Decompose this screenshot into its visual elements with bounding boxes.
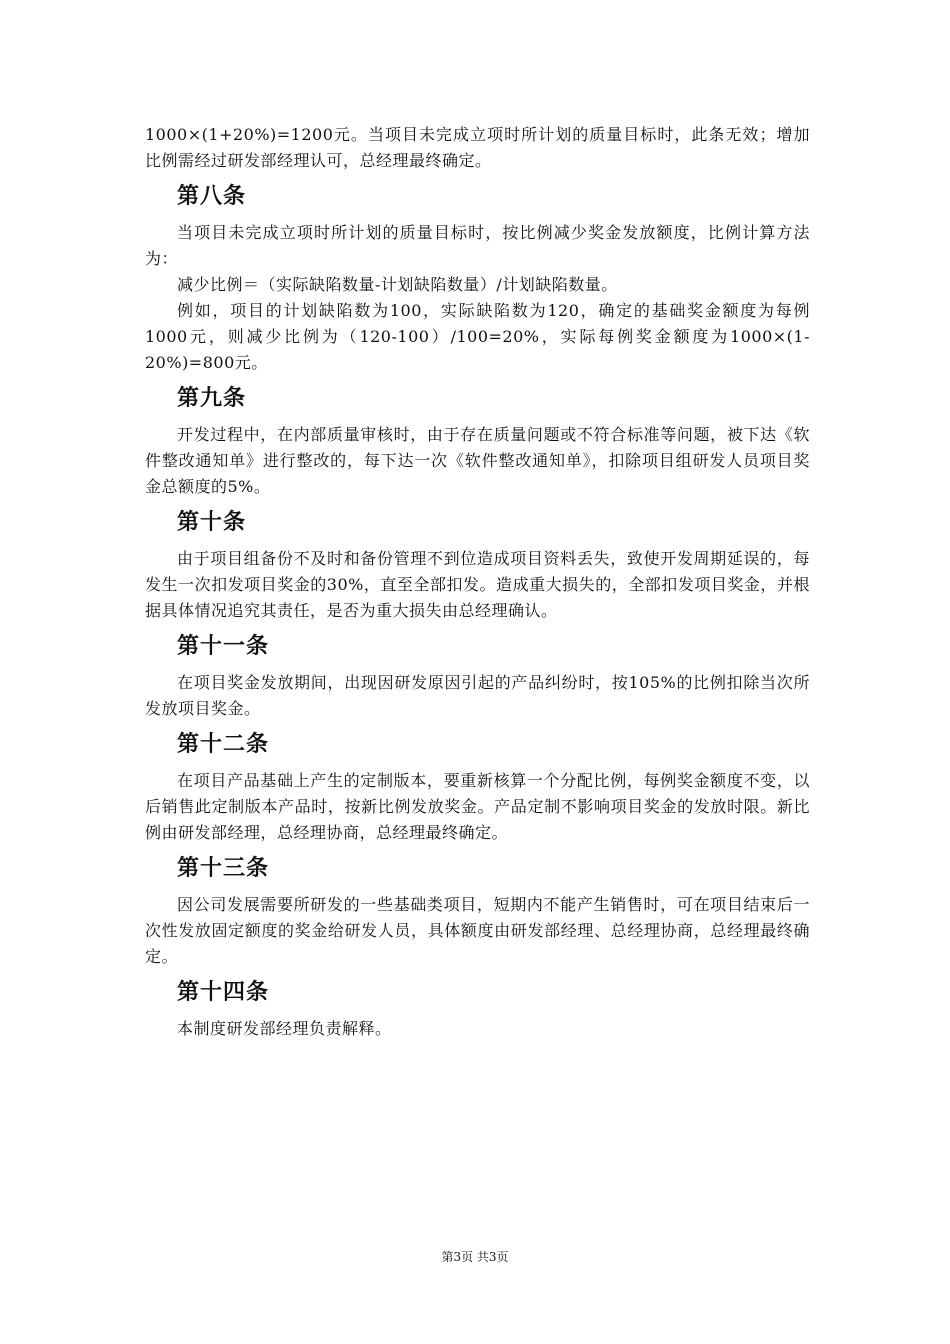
section-article-11: [145, 632, 810, 722]
section-paragraph: 在项目产品基础上产生的定制版本，要重新核算一个分配比例，每例奖金额度不变，以后销售此定制版本产品时，按新比例发放奖金。产品定制不影响项目奖金的发放时限。新比例由研发部经理，总经理协商，总经理最终确定。: [145, 771, 810, 842]
section-article-8: [145, 182, 810, 376]
intro-paragraph: 1000×(1+20%)=1200元。当项目未完成立项时所计划的质量目标时，此条无效；增加比例需经过研发部经理认可，总经理最终确定。: [145, 125, 810, 170]
section-article-10: [145, 508, 810, 624]
section-paragraph: 开发过程中，在内部质量审核时，由于存在质量问题或不符合标准等问题，被下达《软件整改通知单》进行整改的，每下达一次《软件整改通知单》，扣除项目组研发人员项目奖金总额度的5%。: [145, 425, 810, 496]
section-paragraph: 在项目奖金发放期间，出现因研发原因引起的产品纠纷时，按105%的比例扣除当次所发放项目奖金。: [145, 673, 810, 718]
section-paragraph: 例如，项目的计划缺陷数为100，实际缺陷数为120，确定的基础奖金额度为每例1000元，则减少比例为（120-100）/100=20%，实际每例奖金额度为1000×(1-20%)=800元。: [145, 301, 810, 372]
section-heading: 第十二条: [177, 732, 270, 757]
section-heading: 第八条: [177, 184, 247, 209]
document-body: [145, 122, 810, 1042]
section-paragraph: 当项目未完成立项时所计划的质量目标时，按比例减少奖金发放额度，比例计算方法为：: [145, 223, 810, 268]
section-heading: 第十一条: [177, 634, 270, 659]
section-article-12: [145, 730, 810, 846]
section-article-9: [145, 384, 810, 500]
section-paragraph: 本制度研发部经理负责解释。: [177, 1019, 392, 1038]
section-article-13: [145, 854, 810, 970]
section-article-14: [145, 978, 810, 1042]
section-heading: 第十三条: [177, 856, 270, 881]
section-heading: 第九条: [177, 386, 247, 411]
section-paragraph: 减少比例＝（实际缺陷数量-计划缺陷数量）/计划缺陷数量。: [177, 275, 618, 294]
page-number-footer: 第3页 共3页: [441, 1250, 509, 1264]
section-heading: 第十条: [177, 510, 247, 535]
section-heading: 第十四条: [177, 980, 270, 1005]
section-paragraph: 由于项目组备份不及时和备份管理不到位造成项目资料丢失，致使开发周期延误的，每发生一次扣发项目奖金的30%，直至全部扣发。造成重大损失的，全部扣发项目奖金，并根据具体情况追究其责任，是否为重大损失由总经理确认。: [145, 549, 810, 620]
section-paragraph: 因公司发展需要所研发的一些基础类项目，短期内不能产生销售时，可在项目结束后一次性发放固定额度的奖金给研发人员，具体额度由研发部经理、总经理协商，总经理最终确定。: [145, 895, 810, 966]
